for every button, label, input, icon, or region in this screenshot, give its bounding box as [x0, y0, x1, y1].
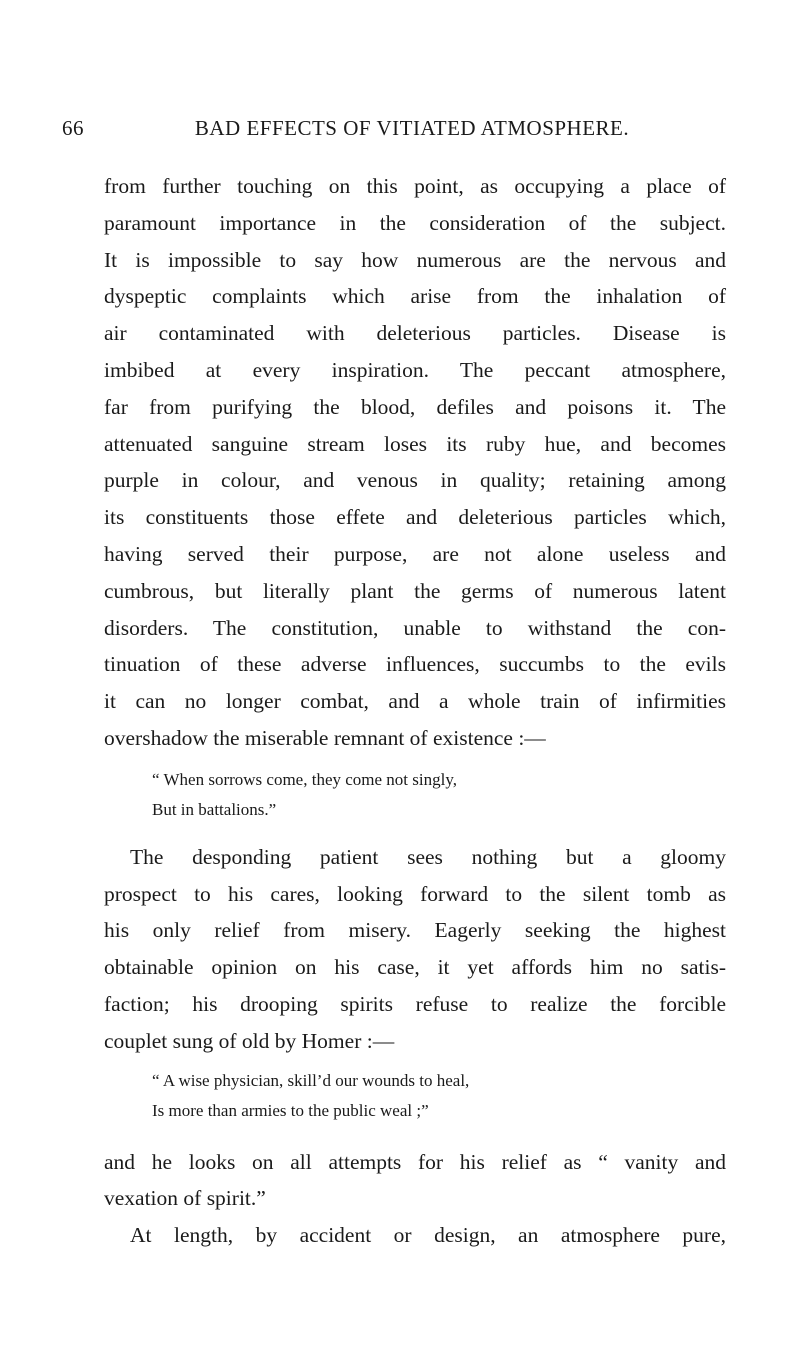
- paragraph-3: [104, 1144, 726, 1218]
- verse-line: “ When sorrows come, they come not singly,: [152, 769, 457, 789]
- text-line: prospect to his cares, looking forward to the silent tomb as: [104, 881, 726, 906]
- page-header: [62, 116, 722, 146]
- text-line: cumbrous, but literally plant the germs of numerous latent: [104, 578, 726, 603]
- text-line: far from purifying the blood, defiles and poisons it. The: [104, 394, 726, 419]
- text-line: At length, by accident or design, an atmosphere pure,: [130, 1223, 726, 1248]
- text-line: dyspeptic complaints which arise from the inhalation of: [104, 284, 726, 309]
- running-title: BAD EFFECTS OF VITIATED ATMOSPHERE.: [194, 116, 630, 140]
- text-line: It is impossible to say how numerous are the nervous and: [104, 247, 726, 272]
- text-line: his only relief from misery. Eagerly seeking the highest: [104, 918, 726, 943]
- text-line: faction; his drooping spirits refuse to realize the forcible: [104, 991, 726, 1016]
- text-line: obtainable opinion on his case, it yet affords him no satis-: [104, 955, 726, 980]
- verse-quote-2: [152, 1066, 726, 1126]
- text-line: from further touching on this point, as occupying a place of: [104, 174, 726, 198]
- text-line: tinuation of these adverse influences, succumbs to the evils: [104, 652, 726, 677]
- text-line: vexation of spirit.”: [104, 1186, 266, 1211]
- text-line: having served their purpose, are not alone useless and: [104, 541, 726, 566]
- text-line: couplet sung of old by Homer :—: [104, 1028, 395, 1053]
- text-line: paramount importance in the consideration of the subject.: [104, 210, 726, 235]
- paragraph-1: [104, 168, 726, 757]
- text-line: its constituents those effete and deleterious particles which,: [104, 505, 726, 530]
- page-number: 66: [62, 116, 84, 140]
- body-text: [104, 168, 726, 1254]
- text-line: attenuated sanguine stream loses its ruby hue, and becomes: [104, 431, 726, 456]
- text-line: purple in colour, and venous in quality; retaining among: [104, 468, 726, 493]
- text-line: disorders. The constitution, unable to withstand the con-: [104, 615, 726, 640]
- paragraph-2: [104, 839, 726, 1060]
- verse-line: Is more than armies to the public weal ;”: [152, 1100, 429, 1120]
- text-line: it can no longer combat, and a whole train of infirmities: [104, 689, 726, 714]
- text-line: air contaminated with deleterious particles. Disease is: [104, 321, 726, 346]
- paragraph-4: [104, 1217, 726, 1254]
- text-line: imbibed at every inspiration. The peccant atmosphere,: [104, 357, 726, 382]
- verse-line: “ A wise physician, skill’d our wounds to heal,: [152, 1070, 470, 1090]
- text-line: The desponding patient sees nothing but a gloomy: [130, 844, 726, 869]
- verse-line: But in battalions.”: [152, 799, 277, 819]
- text-line: and he looks on all attempts for his relief as “ vanity and: [104, 1149, 726, 1174]
- text-line: overshadow the miserable remnant of existence :—: [104, 725, 546, 750]
- verse-quote-1: [152, 765, 726, 825]
